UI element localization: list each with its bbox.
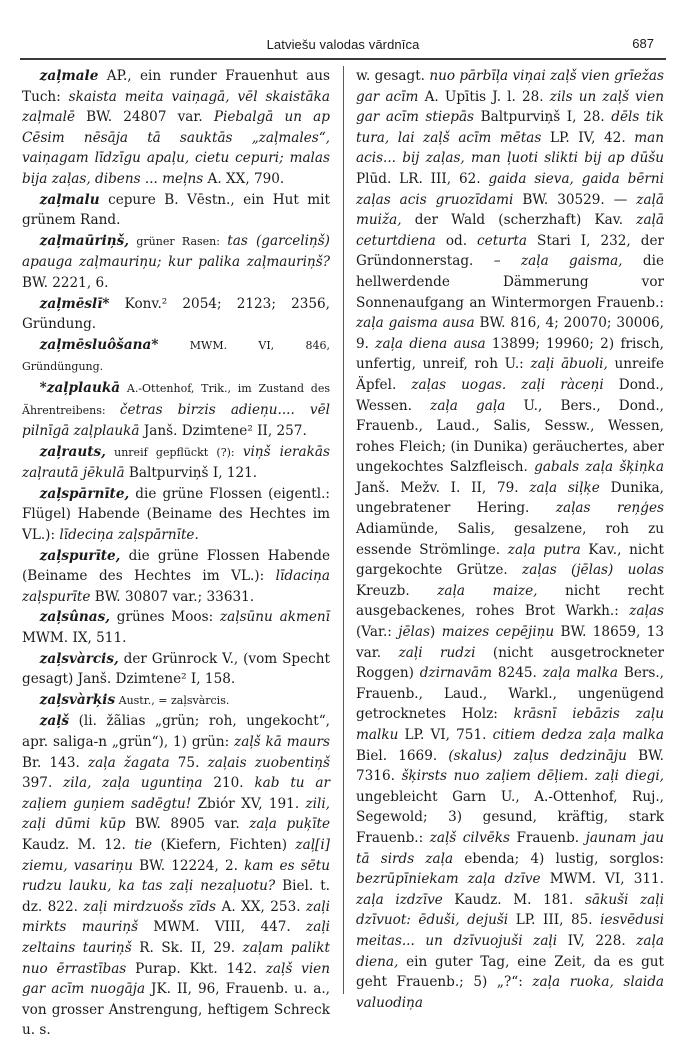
gloss-text: MWM. VI, 311. — [540, 871, 665, 888]
example-text: zaļā muiža, — [356, 191, 664, 229]
gloss-text: Adiamünde, Salis, gesalzene, roh zu essende Strömlinge. — [356, 521, 664, 558]
gloss-text: ) — [429, 624, 442, 641]
page-header — [20, 28, 666, 52]
header-rule — [20, 58, 666, 60]
dictionary-columns — [22, 66, 665, 1039]
gloss-text: Janš. Dzimtene² II, 257. — [139, 423, 307, 440]
example-text: tas (garceliņš) apauga zaļmauriņu; kur palika zaļmauriņš? — [22, 232, 330, 271]
headword: zaļš — [39, 713, 70, 730]
example-text: zaļi diegi, — [594, 768, 664, 785]
example-text: zaļa žagata — [88, 754, 170, 771]
left-column — [22, 66, 331, 1039]
example-text: skaista meita vaiņagā, vēl skaistāka zaļmalē — [22, 88, 330, 126]
example-text: līdaciņa zaļspurīte — [22, 568, 330, 605]
small-gloss: A.-Ottenhof, Trik., im Zustand des Ährentreibens: — [22, 381, 330, 417]
gloss-text: grünes Moos: — [109, 609, 220, 626]
example-text: zaļa izdzīve — [356, 891, 443, 908]
example-text: zaļas reņģes — [555, 500, 664, 517]
gloss-text: U., Bers., Dond., Frauenb., Laud., Salis, Sessw., Wessen, rohes Fleich; (in Dunika) geräuchertes, aber ungekochtes Salzfleisch. — [356, 397, 664, 476]
headword: *zaļplaukā — [39, 379, 121, 396]
example-text: zaļš cilvēks — [429, 829, 511, 846]
example-text: citiem dedza zaļa malka — [492, 727, 664, 743]
example-text: zaļa gaļa — [430, 397, 506, 414]
gloss-text: MWM. VIII, 447. — [138, 919, 307, 936]
gloss-text: ungebleicht Garn U., A.-Ottenhof, Ruj., Segewold; 3) gesund, kräftig, stark Frauenb.: — [356, 788, 664, 846]
gloss-text: Bers., Frauenb., Laud., Warkl., ungenügend getrocknetes Holz: — [356, 665, 664, 723]
small-gloss: Austr., = zaļsvàrcis. — [115, 693, 230, 707]
gloss-text: BW. 8905 var. — [125, 816, 250, 833]
gloss-text: A. XX, 253. — [216, 898, 307, 915]
gloss-text: BW. 30529. — — [513, 191, 637, 208]
example-text: bezrūpīniekam zaļa dzīve — [356, 871, 541, 888]
example-text: ceturta — [477, 232, 527, 249]
gloss-text: ebenda; 4) lustig, sorglos: — [453, 850, 664, 867]
headword: zaļrauts, — [39, 443, 106, 460]
headword: zaļspārnīte, — [39, 485, 130, 502]
gloss-text: die grüne Flossen (eigentl.: Flügel) Habende (Beiname des Hechtes im VL.): — [22, 485, 330, 544]
example-text: zaļa ruoka, slaida valuodiņa — [356, 974, 664, 1011]
dictionary-entry — [22, 378, 330, 442]
example-text: zaļas — [629, 603, 664, 620]
example-text: krāsnī iebāzis zaļu malku — [356, 706, 664, 743]
gloss-text: Stari I, 232, der Gründonnerstag. – — [356, 232, 664, 270]
example-text: zaļa siļķe — [529, 479, 600, 496]
gloss-text: R. Sk. II, 29. — [131, 939, 243, 956]
gloss-text: IV, 228. — [557, 932, 637, 949]
gloss-text: Kreuzb. — [356, 582, 438, 599]
dictionary-entry — [22, 607, 330, 648]
headword: zaļmēsluôšana* — [39, 336, 159, 353]
gloss-text: 13899; 19960; 2) frisch, unfertig, unreif, roh U.: — [356, 335, 664, 373]
gloss-text: JK. II, 96, Frauenb. u. a., von grosser Anstrengung, heftigem Schreck u. s. — [22, 981, 330, 1039]
example-text: zaļam palikt nuo ērrastības — [22, 939, 331, 977]
gloss-text: 397. — [22, 775, 64, 792]
gloss-text: (Kiefern, Fichten) — [152, 836, 296, 853]
example-text: zaļā ceturtdiena — [356, 212, 664, 249]
gloss-text: Br. 143. — [22, 754, 88, 771]
gloss-text: Baltpurviņš I, 121. — [124, 465, 258, 482]
example-text: zaļa diena ausa — [375, 335, 486, 352]
dictionary-entry — [22, 190, 330, 231]
example-text: zaļš vien gar acīm nuogāja — [22, 960, 330, 998]
example-text: zaļi ābuoli, — [530, 356, 608, 373]
gloss-text: 75. — [169, 754, 208, 771]
dictionary-entry — [22, 690, 330, 712]
dictionary-entry — [22, 484, 330, 546]
gloss-text: Dond., Wessen. — [356, 376, 664, 414]
example-text: dzirnavām — [419, 665, 493, 682]
gloss-text: BW. 7316. — [356, 747, 664, 785]
gloss-text: ein guter Tag, eine Zeit, da es gut geht Frauenb.; 5) „?“: — [356, 953, 664, 991]
gloss-text: AP., ein runder Frauenhut aus Tuch: — [22, 68, 330, 105]
dictionary-entry — [22, 711, 330, 1041]
gloss-text: Kav., nicht gargekochte Grütze. — [356, 541, 665, 579]
gloss-text: 8245. — [492, 665, 543, 682]
example-text: tie — [134, 836, 153, 853]
small-gloss: grüner Rasen: — [129, 234, 228, 248]
gloss-text: die grüne Flossen Habende (Beiname des Hechtes im VL.): — [22, 547, 330, 585]
gloss-text: der Wald (scherzhaft) Kav. — [401, 212, 637, 229]
example-text: zaļa gaisma ausa — [356, 315, 475, 332]
gloss-text: LP. III, 85. — [508, 912, 601, 929]
gloss-text: Plūd. LR. III, 62. — [356, 170, 489, 187]
headword: zaļsvàrķis — [39, 691, 116, 708]
gloss-text: LP. VI, 751. — [398, 727, 493, 743]
example-text: zila, zaļa uguntiņa — [63, 775, 203, 792]
gloss-text: Biel. 1669. — [356, 747, 449, 764]
gloss-text — [588, 768, 595, 784]
dictionary-entry — [22, 66, 330, 190]
example-text: zaļa diena, — [356, 932, 664, 970]
gloss-text: cepure B. Vēstn., ein Hut mit grünem Rand. — [22, 191, 330, 229]
example-text: zaļa malka — [542, 665, 618, 682]
example-text: zaļi mirkts mauriņš — [22, 898, 330, 936]
example-text: zaļi rudzi — [398, 644, 476, 661]
example-text: zaļa maize, — [437, 582, 538, 599]
example-text: četras birzis adieņu.... vēl pilnīgā zaļplaukā — [22, 401, 331, 440]
example-text: zaļi zeltains tauriņš — [22, 919, 331, 956]
example-text: zaļ[i] ziemu, vasariņu — [22, 836, 330, 874]
example-text: kam es sētu rudzu lauku, ka tas zaļi nezaļuotu? — [22, 857, 331, 895]
gloss-text: MWM. IX, 511. — [22, 630, 127, 647]
example-text: jēlas — [398, 624, 430, 641]
example-text: zaļa putra — [507, 541, 581, 558]
headword: zaļsûnas, — [39, 609, 110, 626]
dictionary-entry — [22, 231, 330, 294]
gloss-text: A. Upītis J. l. 28. — [418, 88, 550, 105]
gloss-text: LP. IV, 42. — [541, 129, 635, 146]
gloss-text: Konv.² 2054; 2123; 2356, Gründung. — [22, 295, 330, 333]
dictionary-entry — [22, 294, 330, 335]
gloss-text: BW. 18659, 13 var. — [356, 624, 665, 661]
gloss-text: A. XX, 790. — [203, 170, 285, 187]
small-gloss: MWM. VI, 846, Gründüngung. — [22, 338, 330, 374]
example-text: zaļsūnu akmenī — [219, 609, 330, 626]
gloss-text: (li. žãlias „grün; roh, ungekocht“, apr. saliga-n „grün“), 1) grün: — [22, 713, 330, 750]
example-text: zaļais zuobentiņš — [207, 754, 330, 771]
example-text: zili, zaļi dūmi kūp — [22, 795, 330, 833]
page-number: 687 — [632, 36, 654, 51]
right-column — [356, 66, 665, 1011]
headword: zaļmaūriņš, — [39, 232, 130, 249]
example-text: man acis... bij zaļas, man ļuoti slikti bij ap dūšu — [356, 129, 664, 167]
dictionary-entry — [22, 335, 330, 378]
column-divider — [343, 66, 344, 994]
gloss-text: unreife Äpfel. — [356, 356, 664, 393]
dictionary-entry — [22, 442, 330, 484]
gloss-text: Baltpurviņš I, 28. — [474, 109, 612, 126]
example-text: zaļas (jēlas) uolas — [522, 562, 664, 579]
example-text: iesvēdusi meitas... un dzīvuojuši zaļi — [356, 912, 664, 949]
example-text: līdeciņa zaļspārnīte. — [59, 527, 199, 544]
example-text: zaļi mirdzuošs zīds — [83, 898, 217, 915]
example-text: viņš ierakās zaļrautā jēkulā — [22, 443, 330, 482]
gloss-text: Dunika, ungebratener Hering. — [356, 479, 664, 517]
gloss-text: (Var.: — [356, 624, 399, 641]
running-head: Latviešu valodas vārdnīca — [266, 37, 420, 52]
example-text: sākuši zaļi dzīvuot: ēduši, dejuši — [356, 891, 664, 929]
example-text: jaunam jau tā sirds zaļa — [356, 829, 664, 867]
example-text: zaļas uogas. zaļi ràceņi — [411, 376, 604, 393]
gloss-text: nicht recht ausgebackenes, rohes Brot Warkh.: — [356, 582, 664, 620]
gloss-text: Biel. t. dz. 822. — [22, 878, 330, 915]
headword: zaļspurīte, — [39, 547, 121, 564]
example-text: zils un zaļš vien gar acīm stiepās — [356, 88, 664, 126]
gloss-text: die hellwerdende Dämmerung vor Sonnenaufgang an Wintermorgen Frauenb.: — [356, 253, 664, 311]
gloss-text: BW. 24807 var. — [75, 109, 214, 126]
example-text: dēls tik tura, lai zaļš acīm mētas — [356, 109, 664, 146]
headword: zaļsvàrcis, — [39, 650, 119, 667]
example-text: gaida sieva, gaida bērni zaļas acis gruozīdami — [356, 170, 664, 208]
gloss-text: BW. 30807 var.; 33631. — [90, 588, 255, 605]
dictionary-entry — [22, 649, 330, 690]
gloss-text: Kaudz. M. 12. — [22, 836, 135, 853]
gloss-text: BW. 12224, 2. — [132, 857, 245, 874]
gloss-text: (nicht ausgetrockneter Roggen) — [356, 644, 665, 682]
gloss-text: BW. 2221, 6. — [22, 274, 109, 291]
example-text: gabals zaļa šķiņka — [534, 459, 664, 476]
example-text: (skalus) zaļus dedzināju — [448, 747, 627, 764]
example-text: nuo pārbīļa viņai zaļš vien grīežas gar acīm — [356, 68, 664, 105]
example-text: zaļa gaisma, — [520, 253, 623, 270]
gloss-text: Frauenb. — [510, 829, 586, 846]
headword: zaļmēslī* — [39, 295, 110, 312]
headword: zaļmale — [39, 68, 99, 84]
example-text: Piebalgā un ap Cēsim nēsāja tā sauktās „zaļmales“, vaiņagam līdzīgu apaļu, cietu cepuri; malas bija zaļas, dibens ... meļns — [22, 109, 330, 187]
gloss-text: Zbiór XV, 191. — [191, 795, 306, 812]
small-gloss: unreif gepflückt (?): — [105, 445, 243, 459]
headword: zaļmalu — [39, 191, 100, 208]
gloss-text: Purap. Kkt. 142. — [126, 960, 266, 977]
gloss-text: BW. 816, 4; 20070; 30006, 9. — [356, 315, 664, 352]
example-text: šķirsts nuo zaļiem dēļiem. — [401, 768, 589, 785]
gloss-text: 210. — [202, 775, 255, 792]
gloss-text: Janš. Mežv. I. II, 79. — [356, 479, 530, 496]
example-text: kab tu ar zaļiem guņiem sadēgtu! — [22, 775, 330, 812]
dictionary-entry — [356, 66, 664, 1013]
example-text: maizes cepējiņu — [441, 624, 555, 641]
example-text: zaļa puķīte — [249, 816, 330, 833]
gloss-text: der Grünrock V., (vom Specht gesagt) Janš. Dzimtene² I, 158. — [22, 650, 330, 688]
dictionary-entry — [22, 546, 330, 608]
gloss-text: od. — [435, 232, 478, 249]
gloss-text: w. gesagt. — [356, 68, 430, 84]
example-text: zaļš kā maurs — [234, 734, 330, 750]
gloss-text: Kaudz. M. 181. — [442, 891, 585, 908]
